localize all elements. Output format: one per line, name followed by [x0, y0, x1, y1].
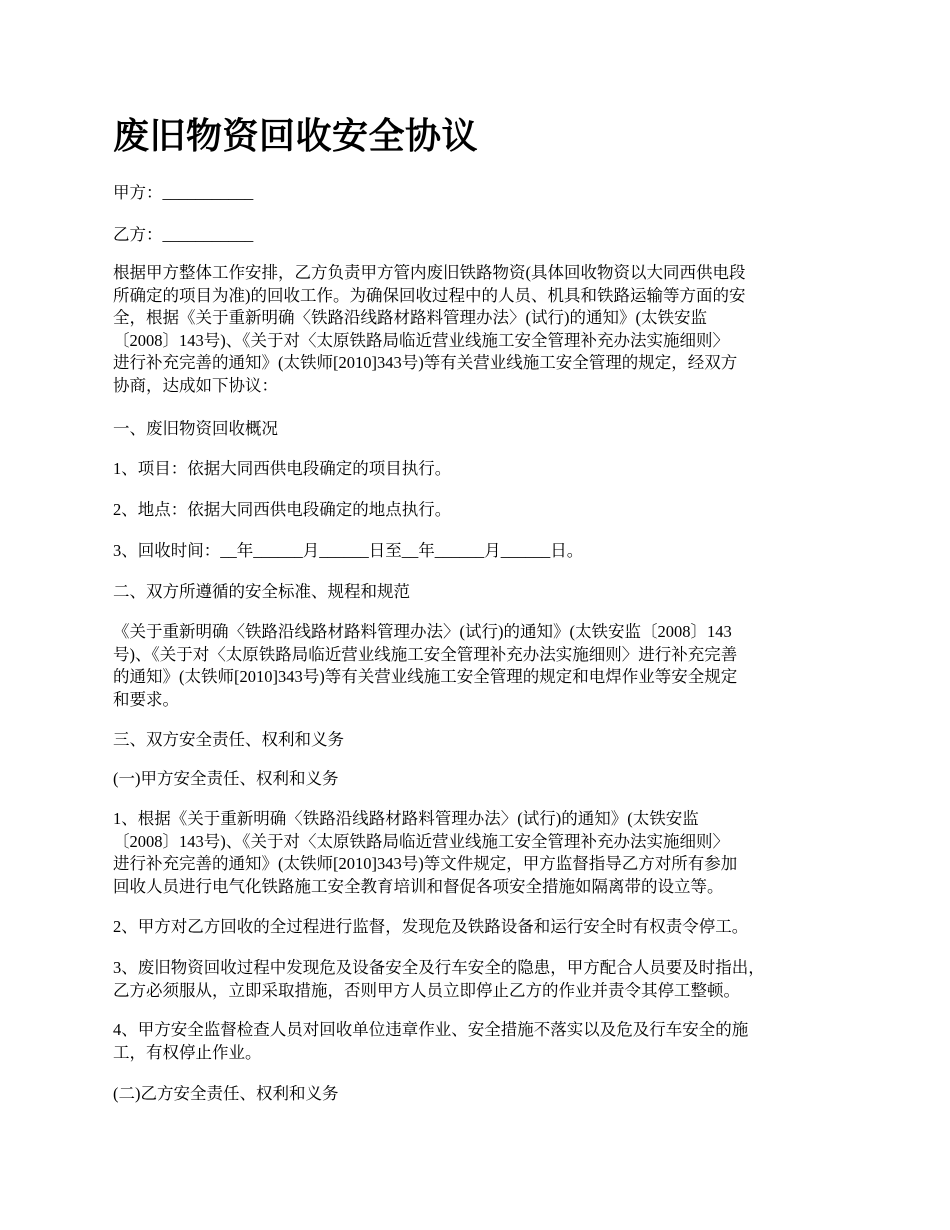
section-2-heading: 二、双方所遵循的安全标准、规程和规范	[113, 582, 410, 601]
duty-line: 工，有权停止作业。	[113, 1042, 262, 1062]
duty-line: 乙方必须服从，立即采取措施，否则甲方人员立即停止乙方的作业并责令其停工整顿。	[113, 980, 740, 1000]
subsection-a-heading: (一)甲方安全责任、权利和义务	[113, 769, 339, 788]
section-2-line: 的通知》(太铁师[2010]343号)等有关营业线施工安全管理的规定和电焊作业等安全规定	[113, 667, 738, 686]
party-a-duty-1	[113, 808, 833, 898]
party-a-duty-3	[113, 957, 833, 1002]
intro-line: 根据甲方整体工作安排，乙方负责甲方管内废旧铁路物资(具体回收物资以大同西供电段	[113, 263, 746, 282]
intro-line: 全，根据《关于重新明确〈铁路沿线路材路料管理办法〉(试行)的通知》(太铁安监	[113, 308, 707, 327]
section-1-item-location: 2、地点：依据大同西供电段确定的地点执行。	[113, 500, 452, 519]
duty-line: 1、根据《关于重新明确〈铁路沿线路材路料管理办法〉(试行)的通知》(太铁安监	[113, 809, 699, 828]
section-2-line: 《关于重新明确〈铁路沿线路材路料管理办法〉(试行)的通知》(太铁安监〔2008〕143	[113, 622, 732, 641]
subsection-b-heading: (二)乙方安全责任、权利和义务	[113, 1084, 339, 1103]
section-3-heading: 三、双方安全责任、权利和义务	[113, 730, 344, 749]
party-b-line: 乙方：___________	[113, 225, 254, 244]
party-a-duty-4	[113, 1019, 833, 1064]
duty-line: 〔2008〕143号)、《关于对〈太原铁路局临近营业线施工安全管理补充办法实施细则〉	[113, 831, 729, 851]
section-1-item-time: 3、回收时间：__年______月______日至__年______月______日。	[113, 541, 584, 560]
party-a-line: 甲方：___________	[113, 183, 254, 202]
section-2-line: 号)、《关于对〈太原铁路局临近营业线施工安全管理补充办法实施细则〉进行补充完善	[113, 644, 738, 664]
intro-line: 〔2008〕143号)、《关于对〈太原铁路局临近营业线施工安全管理补充办法实施细则〉	[113, 330, 729, 350]
party-a-duty-2: 2、甲方对乙方回收的全过程进行监督，发现危及铁路设备和运行安全时有权责令停工。	[113, 917, 749, 936]
intro-line: 进行补充完善的通知》(太铁师[2010]343号)等有关营业线施工安全管理的规定，经双方	[113, 353, 738, 372]
duty-line: 4、甲方安全监督检查人员对回收单位违章作业、安全措施不落实以及危及行车安全的施	[113, 1020, 749, 1039]
document-title: 废旧物资回收安全协议	[113, 116, 479, 156]
duty-line: 进行补充完善的通知》(太铁师[2010]343号)等文件规定，甲方监督指导乙方对所有参加	[113, 854, 738, 873]
section-2-body	[113, 621, 833, 711]
intro-line: 所确定的项目为准)的回收工作。为确保回收过程中的人员、机具和铁路运输等方面的安	[113, 285, 746, 305]
duty-line: 回收人员进行电气化铁路施工安全教育培训和督促各项安全措施如隔离带的设立等。	[113, 876, 724, 896]
intro-line: 协商，达成如下协议：	[113, 375, 278, 395]
section-2-line: 和要求。	[113, 689, 179, 709]
section-1-item-project: 1、项目：依据大同西供电段确定的项目执行。	[113, 459, 452, 478]
duty-line: 3、废旧物资回收过程中发现危及设备安全及行车安全的隐患，甲方配合人员要及时指出，	[113, 958, 765, 977]
intro-paragraph	[113, 262, 833, 397]
section-1-heading: 一、废旧物资回收概况	[113, 419, 278, 438]
